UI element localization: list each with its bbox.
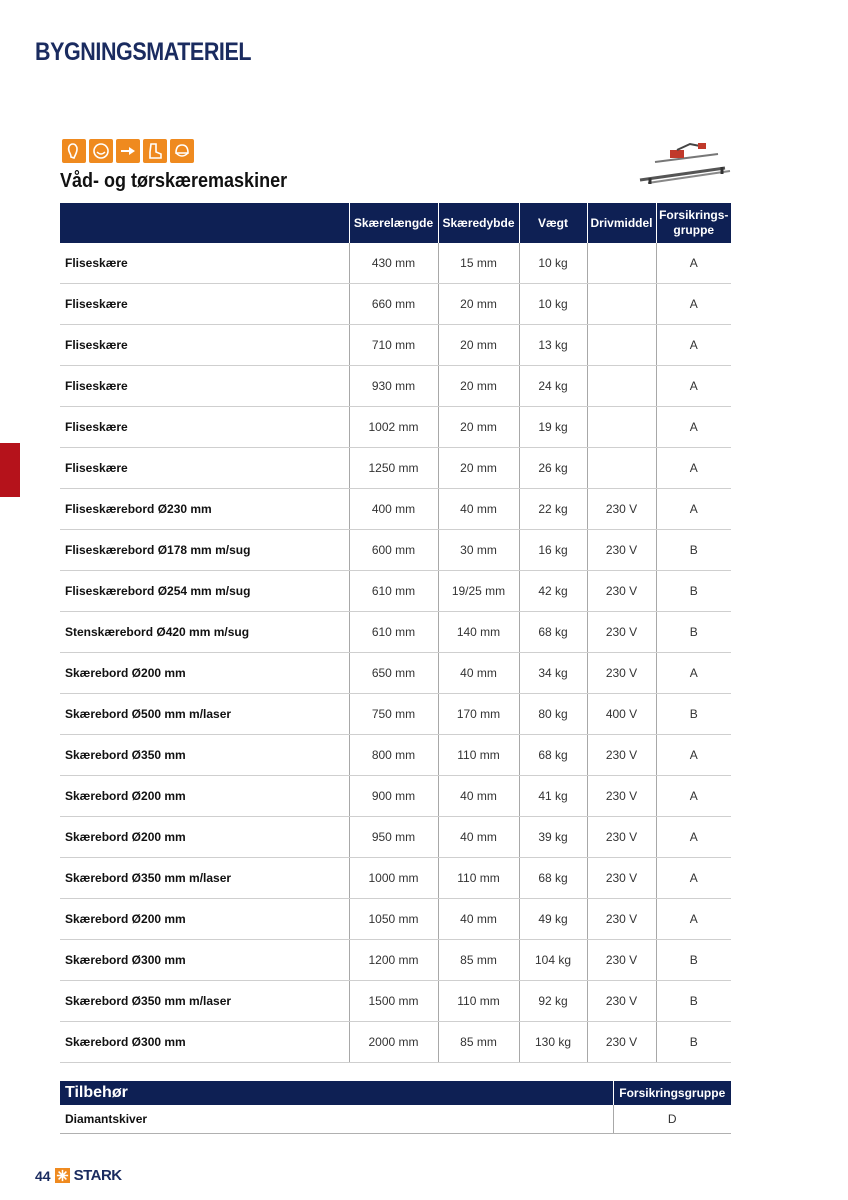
insurance-group-cell: A — [656, 489, 731, 530]
safety-boots-icon — [143, 139, 167, 163]
tile-cutter-image — [630, 140, 736, 190]
power-source-cell: 400 V — [587, 694, 656, 735]
power-source-cell — [587, 243, 656, 284]
product-name-cell: Skærebord Ø350 mm m/laser — [60, 981, 349, 1022]
table-row — [60, 1022, 731, 1063]
weight-cell: 41 kg — [519, 776, 587, 817]
weight-cell: 19 kg — [519, 407, 587, 448]
page-number: 44 — [35, 1167, 51, 1184]
column-header-weight: Vægt — [519, 203, 587, 243]
cut-depth-cell: 19/25 mm — [438, 571, 519, 612]
cut-depth-cell: 85 mm — [438, 1022, 519, 1063]
insurance-group-cell: B — [656, 612, 731, 653]
column-header-cut-length: Skærelængde — [349, 203, 438, 243]
cut-length-cell: 1050 mm — [349, 899, 438, 940]
product-name-cell: Fliseskære — [60, 366, 349, 407]
power-source-cell: 230 V — [587, 612, 656, 653]
accessories-table — [60, 1081, 731, 1134]
cut-depth-cell: 110 mm — [438, 981, 519, 1022]
table-row — [60, 489, 731, 530]
power-source-cell — [587, 325, 656, 366]
table-row — [60, 653, 731, 694]
table-row — [60, 1105, 731, 1134]
cut-depth-cell: 40 mm — [438, 899, 519, 940]
accessory-name: Diamantskiver — [60, 1105, 613, 1134]
column-header-power: Drivmiddel — [587, 203, 656, 243]
cut-length-cell: 660 mm — [349, 284, 438, 325]
product-name-cell: Skærebord Ø350 mm — [60, 735, 349, 776]
power-source-cell: 230 V — [587, 530, 656, 571]
cut-length-cell: 610 mm — [349, 612, 438, 653]
cut-length-cell: 750 mm — [349, 694, 438, 735]
table-row — [60, 407, 731, 448]
product-name-cell: Fliseskære — [60, 448, 349, 489]
weight-cell: 26 kg — [519, 448, 587, 489]
cut-length-cell: 610 mm — [349, 571, 438, 612]
product-name-cell: Skærebord Ø200 mm — [60, 776, 349, 817]
insurance-group-cell: A — [656, 366, 731, 407]
power-source-cell: 230 V — [587, 571, 656, 612]
weight-cell: 42 kg — [519, 571, 587, 612]
cut-length-cell: 900 mm — [349, 776, 438, 817]
weight-cell: 80 kg — [519, 694, 587, 735]
product-name-cell: Skærebord Ø350 mm m/laser — [60, 858, 349, 899]
weight-cell: 68 kg — [519, 612, 587, 653]
insurance-group-cell: A — [656, 735, 731, 776]
cut-depth-cell: 20 mm — [438, 284, 519, 325]
table-row — [60, 735, 731, 776]
column-header-cut-depth: Skæredybde — [438, 203, 519, 243]
page-footer — [35, 1167, 122, 1184]
cut-length-cell: 950 mm — [349, 817, 438, 858]
power-source-cell: 230 V — [587, 776, 656, 817]
product-name-cell: Skærebord Ø200 mm — [60, 817, 349, 858]
product-name-cell: Skærebord Ø200 mm — [60, 899, 349, 940]
gloves-icon — [116, 139, 140, 163]
cut-depth-cell: 30 mm — [438, 530, 519, 571]
weight-cell: 49 kg — [519, 899, 587, 940]
cut-length-cell: 800 mm — [349, 735, 438, 776]
cut-length-cell: 600 mm — [349, 530, 438, 571]
power-source-cell — [587, 284, 656, 325]
insurance-group-cell: B — [656, 571, 731, 612]
cut-length-cell: 650 mm — [349, 653, 438, 694]
cut-length-cell: 1002 mm — [349, 407, 438, 448]
product-name-cell: Skærebord Ø300 mm — [60, 940, 349, 981]
cut-depth-cell: 20 mm — [438, 366, 519, 407]
power-source-cell: 230 V — [587, 653, 656, 694]
product-name-cell: Fliseskærebord Ø178 mm m/sug — [60, 530, 349, 571]
insurance-group-cell: B — [656, 940, 731, 981]
page-header-title: BYGNINGSMATERIEL — [35, 38, 252, 66]
column-header-insurance-group: Forsikrings-gruppe — [656, 203, 731, 243]
table-row — [60, 899, 731, 940]
insurance-group-cell: A — [656, 899, 731, 940]
accessories-title: Tilbehør — [60, 1081, 613, 1105]
cut-depth-cell: 110 mm — [438, 858, 519, 899]
power-source-cell: 230 V — [587, 735, 656, 776]
table-row — [60, 817, 731, 858]
cut-length-cell: 1250 mm — [349, 448, 438, 489]
cut-depth-cell: 110 mm — [438, 735, 519, 776]
weight-cell: 16 kg — [519, 530, 587, 571]
product-name-cell: Fliseskære — [60, 325, 349, 366]
table-header-row — [60, 203, 731, 243]
insurance-group-cell: A — [656, 284, 731, 325]
cut-depth-cell: 140 mm — [438, 612, 519, 653]
products-table — [60, 203, 731, 1063]
section-side-tab — [0, 443, 20, 497]
weight-cell: 39 kg — [519, 817, 587, 858]
cut-depth-cell: 15 mm — [438, 243, 519, 284]
insurance-group-cell: A — [656, 776, 731, 817]
cut-length-cell: 1500 mm — [349, 981, 438, 1022]
ear-protection-icon — [62, 139, 86, 163]
product-name-cell: Fliseskærebord Ø230 mm — [60, 489, 349, 530]
insurance-group-cell: A — [656, 448, 731, 489]
power-source-cell: 230 V — [587, 981, 656, 1022]
table-row — [60, 284, 731, 325]
cut-length-cell: 710 mm — [349, 325, 438, 366]
cut-depth-cell: 20 mm — [438, 448, 519, 489]
table-row — [60, 366, 731, 407]
table-row — [60, 776, 731, 817]
table-row — [60, 694, 731, 735]
power-source-cell: 230 V — [587, 817, 656, 858]
power-source-cell: 230 V — [587, 899, 656, 940]
product-name-cell: Skærebord Ø500 mm m/laser — [60, 694, 349, 735]
cut-depth-cell: 40 mm — [438, 776, 519, 817]
section-title: Våd- og tørskæremaskiner — [60, 170, 288, 192]
power-source-cell: 230 V — [587, 489, 656, 530]
table-row — [60, 325, 731, 366]
cut-depth-cell: 20 mm — [438, 407, 519, 448]
table-row — [60, 448, 731, 489]
product-name-cell: Fliseskære — [60, 284, 349, 325]
weight-cell: 24 kg — [519, 366, 587, 407]
table-row — [60, 858, 731, 899]
weight-cell: 13 kg — [519, 325, 587, 366]
insurance-group-cell: A — [656, 325, 731, 366]
helmet-visor-icon — [170, 139, 194, 163]
insurance-group-cell: A — [656, 817, 731, 858]
table-row — [60, 940, 731, 981]
brand-logo-text: STARK — [73, 1167, 122, 1184]
power-source-cell: 230 V — [587, 858, 656, 899]
column-header-name — [60, 203, 349, 243]
power-source-cell — [587, 366, 656, 407]
cut-length-cell: 430 mm — [349, 243, 438, 284]
weight-cell: 130 kg — [519, 1022, 587, 1063]
cut-length-cell: 400 mm — [349, 489, 438, 530]
weight-cell: 68 kg — [519, 858, 587, 899]
product-name-cell: Fliseskære — [60, 243, 349, 284]
weight-cell: 34 kg — [519, 653, 587, 694]
insurance-group-cell: B — [656, 1022, 731, 1063]
weight-cell: 68 kg — [519, 735, 587, 776]
cut-depth-cell: 40 mm — [438, 817, 519, 858]
insurance-group-cell: A — [656, 653, 731, 694]
cut-depth-cell: 85 mm — [438, 940, 519, 981]
table-row — [60, 612, 731, 653]
product-name-cell: Skærebord Ø300 mm — [60, 1022, 349, 1063]
cut-depth-cell: 40 mm — [438, 489, 519, 530]
insurance-group-cell: A — [656, 243, 731, 284]
accessories-group-header: Forsikringsgruppe — [613, 1081, 731, 1105]
insurance-group-cell: A — [656, 858, 731, 899]
safety-icons-row — [62, 139, 194, 163]
table-row — [60, 571, 731, 612]
cut-depth-cell: 170 mm — [438, 694, 519, 735]
power-source-cell — [587, 407, 656, 448]
products-table-body — [60, 243, 731, 1063]
accessory-group: D — [613, 1105, 731, 1134]
product-name-cell: Fliseskærebord Ø254 mm m/sug — [60, 571, 349, 612]
power-source-cell: 230 V — [587, 940, 656, 981]
weight-cell: 22 kg — [519, 489, 587, 530]
face-mask-icon — [89, 139, 113, 163]
table-row — [60, 243, 731, 284]
product-name-cell: Stenskærebord Ø420 mm m/sug — [60, 612, 349, 653]
power-source-cell — [587, 448, 656, 489]
insurance-group-cell: A — [656, 407, 731, 448]
power-source-cell: 230 V — [587, 1022, 656, 1063]
weight-cell: 92 kg — [519, 981, 587, 1022]
weight-cell: 10 kg — [519, 284, 587, 325]
weight-cell: 10 kg — [519, 243, 587, 284]
table-row — [60, 981, 731, 1022]
insurance-group-cell: B — [656, 981, 731, 1022]
insurance-group-cell: B — [656, 530, 731, 571]
cut-length-cell: 930 mm — [349, 366, 438, 407]
cut-length-cell: 2000 mm — [349, 1022, 438, 1063]
product-name-cell: Fliseskære — [60, 407, 349, 448]
product-name-cell: Skærebord Ø200 mm — [60, 653, 349, 694]
cut-length-cell: 1000 mm — [349, 858, 438, 899]
table-row — [60, 530, 731, 571]
stark-logo-icon — [55, 1168, 70, 1183]
cut-depth-cell: 20 mm — [438, 325, 519, 366]
cut-depth-cell: 40 mm — [438, 653, 519, 694]
cut-length-cell: 1200 mm — [349, 940, 438, 981]
insurance-group-cell: B — [656, 694, 731, 735]
weight-cell: 104 kg — [519, 940, 587, 981]
